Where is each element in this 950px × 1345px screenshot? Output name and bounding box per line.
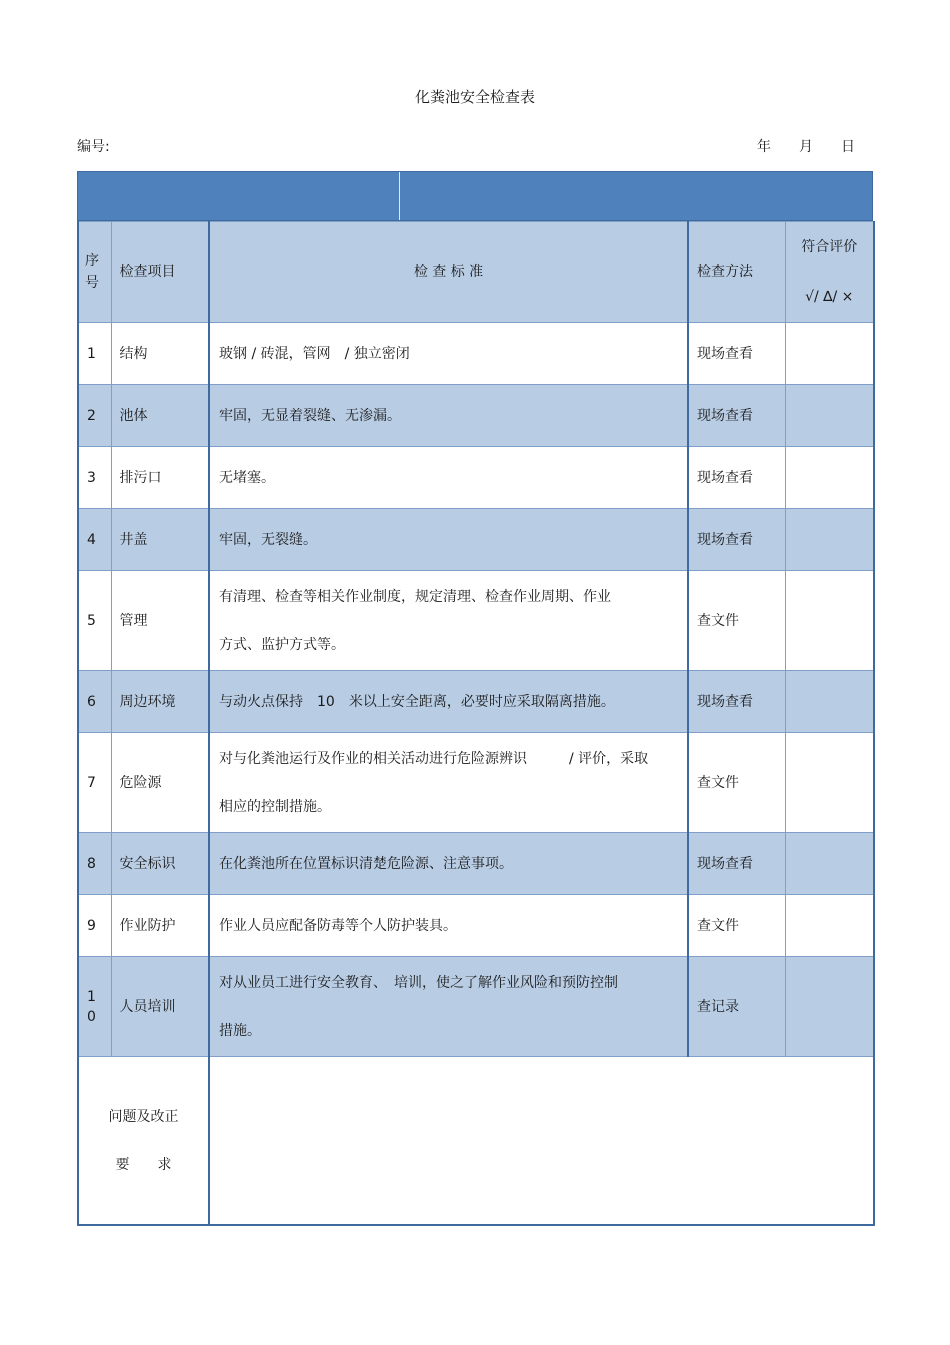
row-standard: 玻钢 / 砖混，管网 / 独立密闭 <box>209 323 688 385</box>
row-standard-line: 对与化粪池运行及作业的相关活动进行危险源辨识 / 评价，采取 <box>219 750 649 767</box>
row-method: 现场查看 <box>688 447 785 509</box>
inspection-grid <box>77 221 875 1226</box>
row-method: 现场查看 <box>688 671 785 733</box>
row-standard: 作业人员应配备防毒等个人防护装具。 <box>209 895 688 957</box>
row-number: 9 <box>78 895 111 957</box>
row-item: 管理 <box>111 571 209 671</box>
row-number: 5 <box>78 571 111 671</box>
row-item: 危险源 <box>111 733 209 833</box>
row-item: 人员培训 <box>111 957 209 1057</box>
row-item: 井盖 <box>111 509 209 571</box>
row-evaluation-cell[interactable] <box>785 385 874 447</box>
row-standard <box>209 957 688 1057</box>
table-body <box>78 323 874 1057</box>
row-method: 现场查看 <box>688 833 785 895</box>
row-number: 4 <box>78 509 111 571</box>
row-evaluation-cell[interactable] <box>785 833 874 895</box>
row-standard: 与动火点保持 10 米以上安全距离，必要时应采取隔离措施。 <box>209 671 688 733</box>
date-day-label: 日 <box>841 139 855 155</box>
row-standard: 无堵塞。 <box>209 447 688 509</box>
row-item: 池体 <box>111 385 209 447</box>
row-standard: 在化粪池所在位置标识清楚危险源、注意事项。 <box>209 833 688 895</box>
row-standard-line: 方式、监护方式等。 <box>219 636 345 653</box>
number-label: 编号: <box>77 139 110 155</box>
row-method: 查记录 <box>688 957 785 1057</box>
row-number-line: 0 <box>87 1008 96 1025</box>
table-row <box>78 895 874 957</box>
row-standard-line: 相应的控制措施。 <box>219 798 331 815</box>
table-row <box>78 957 874 1057</box>
row-evaluation-cell[interactable] <box>785 323 874 385</box>
row-evaluation-cell[interactable] <box>785 895 874 957</box>
row-standard <box>209 571 688 671</box>
row-item: 安全标识 <box>111 833 209 895</box>
row-item: 结构 <box>111 323 209 385</box>
table-row <box>78 671 874 733</box>
problem-label-line1: 问题及改正 <box>108 1108 179 1125</box>
row-evaluation-cell[interactable] <box>785 671 874 733</box>
row-evaluation-cell[interactable] <box>785 509 874 571</box>
page-title: 化粪池安全检查表 <box>414 88 535 106</box>
row-standard: 牢固，无显着裂缝、无渗漏。 <box>209 385 688 447</box>
inspection-table <box>77 171 873 1226</box>
row-number-line: 1 <box>87 988 96 1005</box>
row-standard-line: 措施。 <box>219 1022 261 1039</box>
column-header-method: 检查方法 <box>688 222 785 323</box>
evaluation-title: 符合评价 <box>801 239 858 255</box>
problem-label-line2: 要 求 <box>115 1156 172 1173</box>
problem-content-cell[interactable] <box>209 1057 874 1226</box>
column-header-standard: 检 查 标 准 <box>209 222 688 323</box>
row-number: 2 <box>78 385 111 447</box>
row-number <box>78 957 111 1057</box>
row-number: 3 <box>78 447 111 509</box>
column-header-row <box>78 222 874 323</box>
column-header-seq <box>78 222 111 323</box>
row-method: 查文件 <box>688 895 785 957</box>
row-item: 周边环境 <box>111 671 209 733</box>
row-method: 现场查看 <box>688 323 785 385</box>
row-number: 6 <box>78 671 111 733</box>
row-method: 现场查看 <box>688 385 785 447</box>
row-standard <box>209 733 688 833</box>
row-evaluation-cell[interactable] <box>785 733 874 833</box>
row-standard-line: 对从业员工进行安全教育、 培训，使之了解作业风险和预防控制 <box>219 974 618 991</box>
row-item: 排污口 <box>111 447 209 509</box>
row-number: 8 <box>78 833 111 895</box>
problem-label-cell <box>78 1057 209 1226</box>
row-evaluation-cell[interactable] <box>785 957 874 1057</box>
date-month-label: 月 <box>799 139 813 155</box>
row-number: 7 <box>78 733 111 833</box>
row-method: 现场查看 <box>688 509 785 571</box>
table-row <box>78 385 874 447</box>
row-standard-line: 有清理、检查等相关作业制度，规定清理、检查作业周期、作业 <box>219 588 611 605</box>
banner-divider <box>399 172 400 220</box>
table-row <box>78 571 874 671</box>
evaluation-marks: √/ ∆/ × <box>805 289 854 305</box>
row-evaluation-cell[interactable] <box>785 447 874 509</box>
table-banner <box>77 171 873 221</box>
row-standard: 牢固，无裂缝。 <box>209 509 688 571</box>
column-header-seq-text: 序号 <box>85 253 99 291</box>
column-header-evaluation <box>785 222 874 323</box>
column-header-item: 检查项目 <box>111 222 209 323</box>
row-method: 查文件 <box>688 571 785 671</box>
table-row <box>78 509 874 571</box>
row-evaluation-cell[interactable] <box>785 571 874 671</box>
problem-row <box>78 1057 874 1226</box>
date-year-label: 年 <box>757 139 771 155</box>
table-row <box>78 733 874 833</box>
table-row <box>78 447 874 509</box>
row-item: 作业防护 <box>111 895 209 957</box>
row-method: 查文件 <box>688 733 785 833</box>
table-row <box>78 323 874 385</box>
row-number: 1 <box>78 323 111 385</box>
table-row <box>78 833 874 895</box>
